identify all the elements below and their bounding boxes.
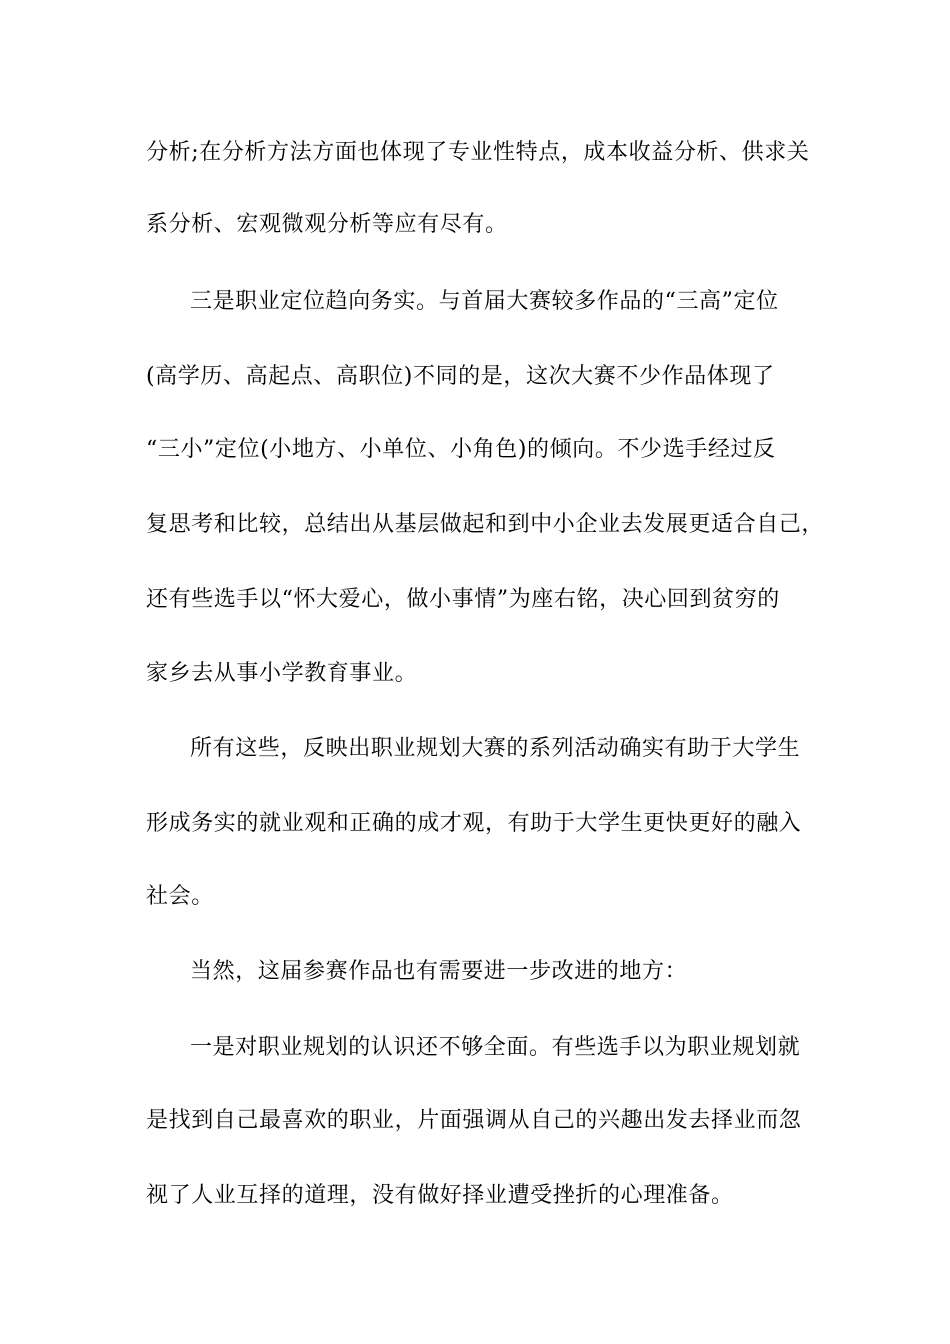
paragraph-3-line-2: (高学历、高起点、高职位)不同的是，这次大赛不少作品体现了: [146, 364, 775, 389]
paragraph-4-line-1: 所有这些，反映出职业规划大赛的系列活动确实有助于大学生: [190, 736, 801, 761]
paragraph-3-line-4: 复思考和比较，总结出从基层做起和到中小企业去发展更适合自己，: [146, 512, 825, 537]
paragraph-4-line-2: 形成务实的就业观和正确的成才观，有助于大学生更快更好的融入: [146, 811, 802, 836]
paragraph-6-line-2: 是找到自己最喜欢的职业，片面强调从自己的兴趣出发去择业而忽: [146, 1108, 802, 1133]
paragraph-4-line-3: 社会。: [146, 884, 214, 909]
text-line-1: 分析;在分析方法方面也体现了专业性特点，成本收益分析、供求关: [146, 140, 810, 165]
paragraph-6-line-1: 一是对职业规划的认识还不够全面。有些选手以为职业规划就: [190, 1035, 801, 1060]
paragraph-6-line-3: 视了人业互择的道理，没有做好择业遭受挫折的心理准备。: [146, 1183, 734, 1208]
paragraph-3-line-3: “三小”定位(小地方、小单位、小角色)的倾向。不少选手经过反: [146, 437, 776, 462]
paragraph-3-line-6: 家乡去从事小学教育事业。: [146, 661, 418, 686]
paragraph-3-line-1: 三是职业定位趋向务实。与首届大赛较多作品的“三高”定位: [190, 289, 779, 314]
paragraph-3-line-5: 还有些选手以“怀大爱心，做小事情”为座右铭，决心回到贫穷的: [146, 587, 780, 612]
text-line-2: 系分析、宏观微观分析等应有尽有。: [146, 212, 508, 237]
paragraph-5-line-1: 当然，这届参赛作品也有需要进一步改进的地方：: [190, 959, 688, 984]
